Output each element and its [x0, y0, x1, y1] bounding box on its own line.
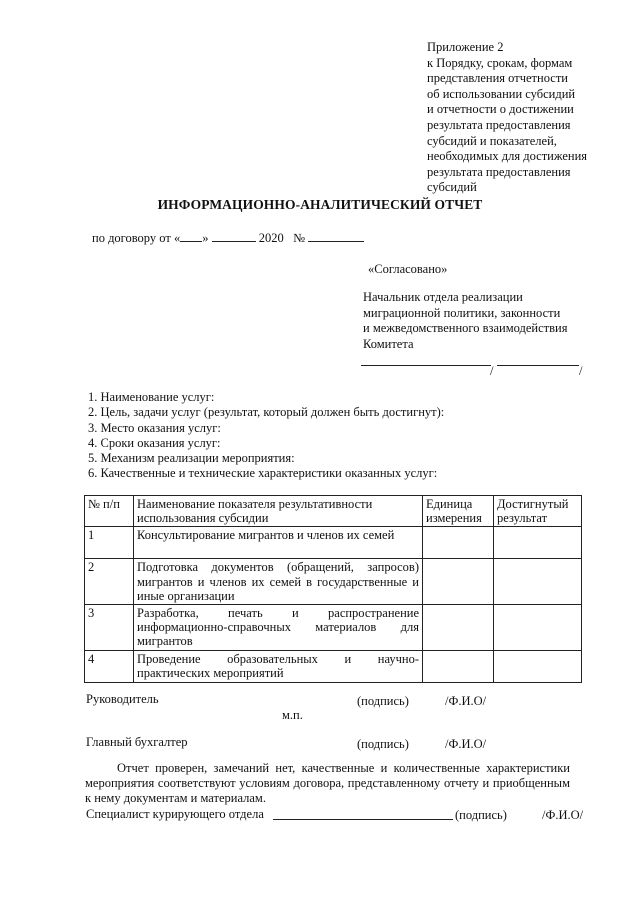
contract-year: 2020: [258, 231, 284, 245]
appendix-line: результата предоставления: [427, 117, 571, 132]
document-title: ИНФОРМАЦИОННО-АНАЛИТИЧЕСКИЙ ОТЧЕТ: [157, 197, 483, 212]
stamp-label: м.п.: [282, 708, 303, 722]
accountant-label: Главный бухгалтер: [86, 735, 188, 749]
item-goal: 2. Цель, задачи услуг (результат, который должен быть достигнут):: [88, 405, 445, 420]
row-name: Разработка, печать и распространение информационно-справочных материалов для мигрантов: [134, 605, 423, 651]
appendix-line: необходимых для достижения: [427, 149, 588, 164]
approval-name-line: [497, 365, 579, 366]
item-characteristics: 6. Качественные и технические характеристики оказанных услуг:: [88, 466, 438, 481]
approval-position-line: Начальник отдела реализации: [363, 290, 523, 304]
indicators-table: [84, 495, 582, 683]
approval-position-line: и межведомственного взаимодействия: [363, 321, 568, 335]
head-signature-label: (подпись): [357, 694, 409, 708]
row-num: 4: [85, 650, 134, 682]
contract-quote-close: »: [202, 231, 209, 245]
report-items: [88, 390, 444, 482]
appendix-line: представления отчетности: [427, 71, 568, 86]
table-row: [85, 527, 582, 559]
row-name: Консультирование мигрантов и членов их семей: [134, 527, 423, 559]
header-unit: Единица измерения: [423, 496, 494, 527]
table-header-row: [85, 496, 582, 527]
row-num: 2: [85, 559, 134, 605]
approval-position-line: Комитета: [363, 336, 414, 351]
approval-position-line: миграционной политики, законности: [363, 305, 561, 320]
header-result: Достигнутый результат: [494, 496, 582, 527]
item-mechanism: 5. Механизм реализации мероприятия:: [88, 451, 295, 466]
item-services-name: 1. Наименование услуг:: [88, 390, 215, 404]
appendix-line: результата предоставления: [427, 164, 571, 179]
contract-month-blank: [212, 229, 256, 242]
appendix-line: субсидий и показателей,: [427, 133, 557, 148]
row-result: [494, 650, 582, 682]
table-row: [85, 559, 582, 605]
accountant-fio-label: /Ф.И.О/: [445, 737, 487, 751]
row-result: [494, 527, 582, 559]
appendix-line: и отчетности о достижении: [427, 102, 574, 117]
row-unit: [423, 605, 494, 651]
row-result: [494, 559, 582, 605]
table-row: [85, 650, 582, 682]
contract-number-blank: [308, 229, 364, 242]
item-place: 3. Место оказания услуг:: [88, 420, 221, 435]
accountant-signature-label: (подпись): [357, 737, 409, 751]
appendix-line: к Порядку, срокам, формам: [427, 55, 573, 70]
contract-day-blank: [180, 229, 202, 242]
row-unit: [423, 559, 494, 605]
table-row: [85, 605, 582, 651]
specialist-signature-label: (подпись): [455, 808, 507, 822]
appendix-block: [427, 40, 587, 196]
contract-number-sign: №: [293, 231, 306, 245]
appendix-line: об использовании субсидий: [427, 86, 576, 101]
appendix-line: субсидий: [427, 180, 477, 195]
row-num: 3: [85, 605, 134, 651]
contract-prefix: по договору от «: [92, 231, 181, 245]
approval-slash: /: [490, 364, 494, 378]
approval-label: «Согласовано»: [368, 262, 448, 276]
row-unit: [423, 650, 494, 682]
head-label: Руководитель: [86, 692, 159, 706]
specialist-signature-line: [273, 819, 453, 820]
row-result: [494, 605, 582, 651]
specialist-fio-label: /Ф.И.О/: [542, 808, 584, 822]
approval-signature-line: [361, 365, 491, 366]
approval-slash-end: /: [579, 364, 583, 378]
row-num: 1: [85, 527, 134, 559]
row-name: Проведение образовательных и научно-практических мероприятий: [134, 650, 423, 682]
header-num: № п/п: [85, 496, 134, 527]
approval-position: [363, 290, 567, 352]
appendix-line: Приложение 2: [427, 40, 504, 54]
specialist-label: Специалист курирующего отдела: [86, 807, 264, 821]
contract-line: [92, 229, 364, 246]
row-name: Подготовка документов (обращений, запросов) мигрантов и членов их семей в государственные и иные организации: [134, 559, 423, 605]
head-fio-label: /Ф.И.О/: [445, 694, 487, 708]
header-name: Наименование показателя результативности использования субсидии: [134, 496, 423, 527]
report-check-body: Отчет проверен, замечаний нет, качественные и количественные характеристики мероприятия соответствуют условиям договора, представленному отчету и приобщенным к нему документам и материалам.: [85, 761, 570, 805]
row-unit: [423, 527, 494, 559]
report-check-text: [85, 761, 570, 806]
item-terms: 4. Сроки оказания услуг:: [88, 435, 221, 450]
